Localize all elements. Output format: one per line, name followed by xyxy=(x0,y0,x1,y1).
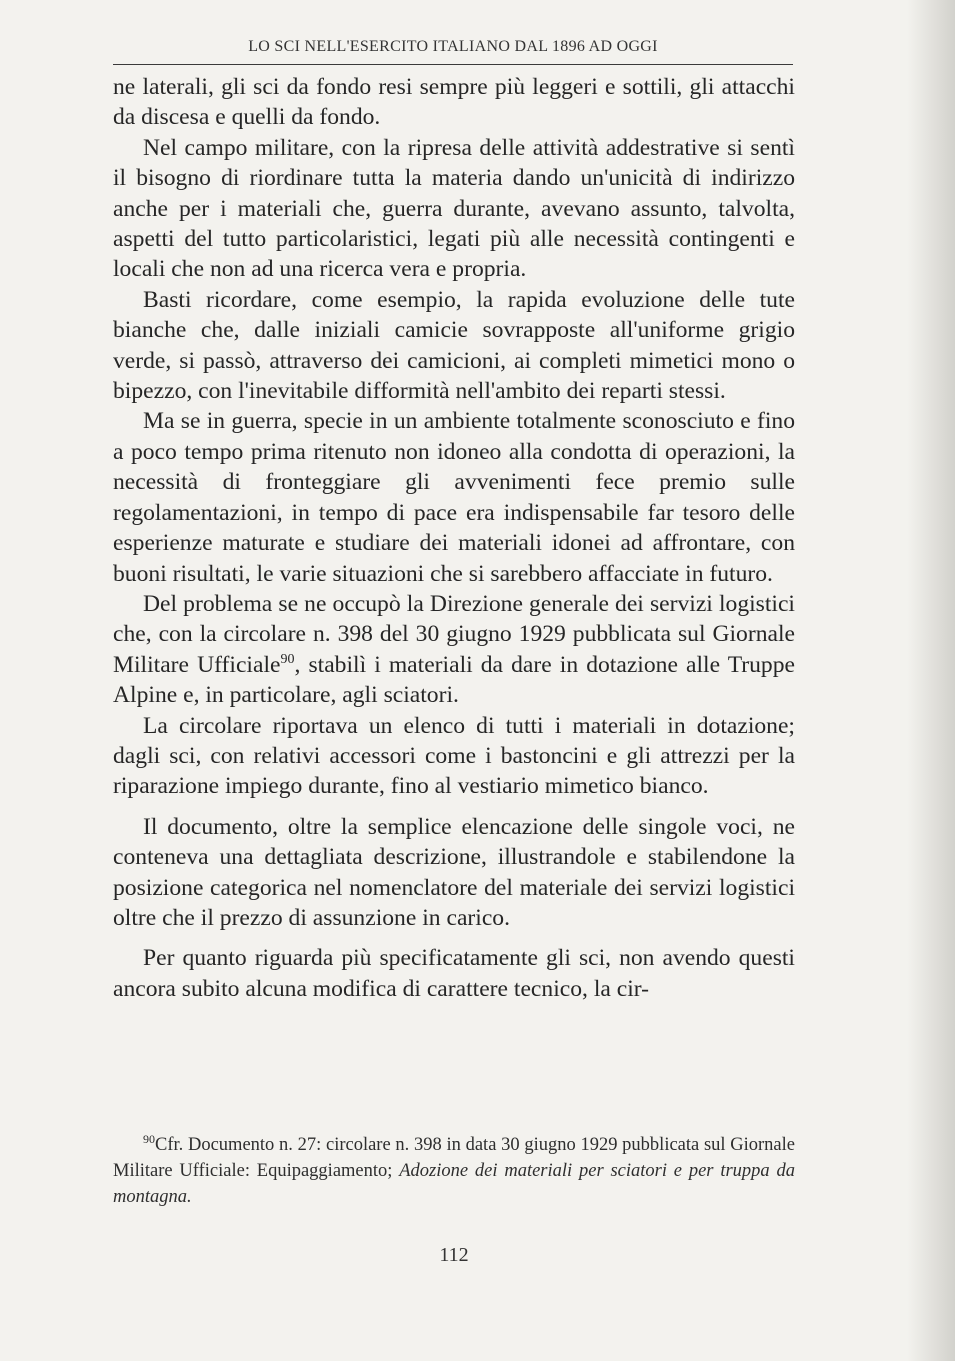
paragraph-8: Per quanto riguarda più specificatamente gli sci, non avendo questi ancora subito alcuna modifica di carattere tecnico, la cir- xyxy=(113,945,795,1002)
paragraph-6: La circolare riportava un elenco di tutti i materiali in dotazione; dagli sci, con relativi accessori come i bastoncini e gli attrezzi per la riparazione impiego durante, fino al vestiario mimetico bianco. xyxy=(113,712,795,800)
paragraph-5 xyxy=(113,589,795,711)
paragraph-5-text-b: , stabilì i materiali da dare in dotazione alle Truppe Alpine e, in particolare, agli sciatori. xyxy=(113,651,795,709)
footnote-text: Cfr. Documento n. 27: circolare n. 398 in data 30 giugno 1929 pubblicata sul Giornale Militare Ufficiale: Equipaggiamento; xyxy=(113,1135,795,1181)
paragraph-4: Ma se in guerra, specie in un ambiente totalmente sconosciuto e fino a poco tempo prima ritenuto non idoneo alla condotta di operazioni, la necessità di fronteggiare gli avvenimenti fece premio sulle regolamentazioni, in tempo di pace era indispensabile far tesoro delle esperienze maturate e studiare dei materiali idonei ad affrontare, con buoni risultati, le varie situazioni che si sarebbero affacciate in futuro. xyxy=(113,408,795,587)
footnote-90 xyxy=(113,1132,795,1210)
paragraph-2: Nel campo militare, con la ripresa delle attività addestrative si sentì il bisogno di riordinare tutta la materia dando un'unicità di indirizzo anche per i materiali che, guerra durante, avevano assunto, talvolta, aspetti del tutto particolaristici, legati più alle necessità contingenti e locali che non ad una ricerca vera e propria. xyxy=(113,134,795,283)
paragraph-5-text-a: Del problema se ne occupò la Direzione generale dei servizi logistici che, con la circolare n. 398 del 30 giugno 1929 pubblicata sul Giornale Militare Ufficiale xyxy=(113,590,795,678)
running-header: LO SCI NELL'ESERCITO ITALIANO DAL 1896 AD OGGI xyxy=(248,38,658,55)
footnote-block xyxy=(113,1132,795,1210)
page-edge-shadow xyxy=(907,0,955,1361)
paragraph-3: Basti ricordare, come esempio, la rapida evoluzione delle tute bianche che, dalle iniziali camicie sovrapposte all'uniforme grigio verde, si passò, attraverso dei camicioni, ai completi mimetici mono o bipezzo, con l'inevitabile difformità nell'ambito dei reparti stessi. xyxy=(113,286,795,405)
footnote-ref-90: 90 xyxy=(280,651,295,667)
paragraph-7: Il documento, oltre la semplice elencazione delle singole voci, ne conteneva una dettagliata descrizione, illustrandole e stabilendone la posizione categorica nel nomenclatore del materiale dei servizi logistici oltre che il prezzo di assunzione in carico. xyxy=(113,813,795,931)
main-text xyxy=(113,72,795,1004)
page-number: 112 xyxy=(439,1244,469,1266)
header-rule xyxy=(113,64,793,65)
footnote-number: 90 xyxy=(143,1132,155,1146)
footnote-italic-title: Adozione dei materiali per sciatori e per truppa da montagna. xyxy=(113,1161,795,1207)
paragraph-1: ne laterali, gli sci da fondo resi sempre più leggeri e sottili, gli attacchi da discesa e quelli da fondo. xyxy=(113,74,795,131)
